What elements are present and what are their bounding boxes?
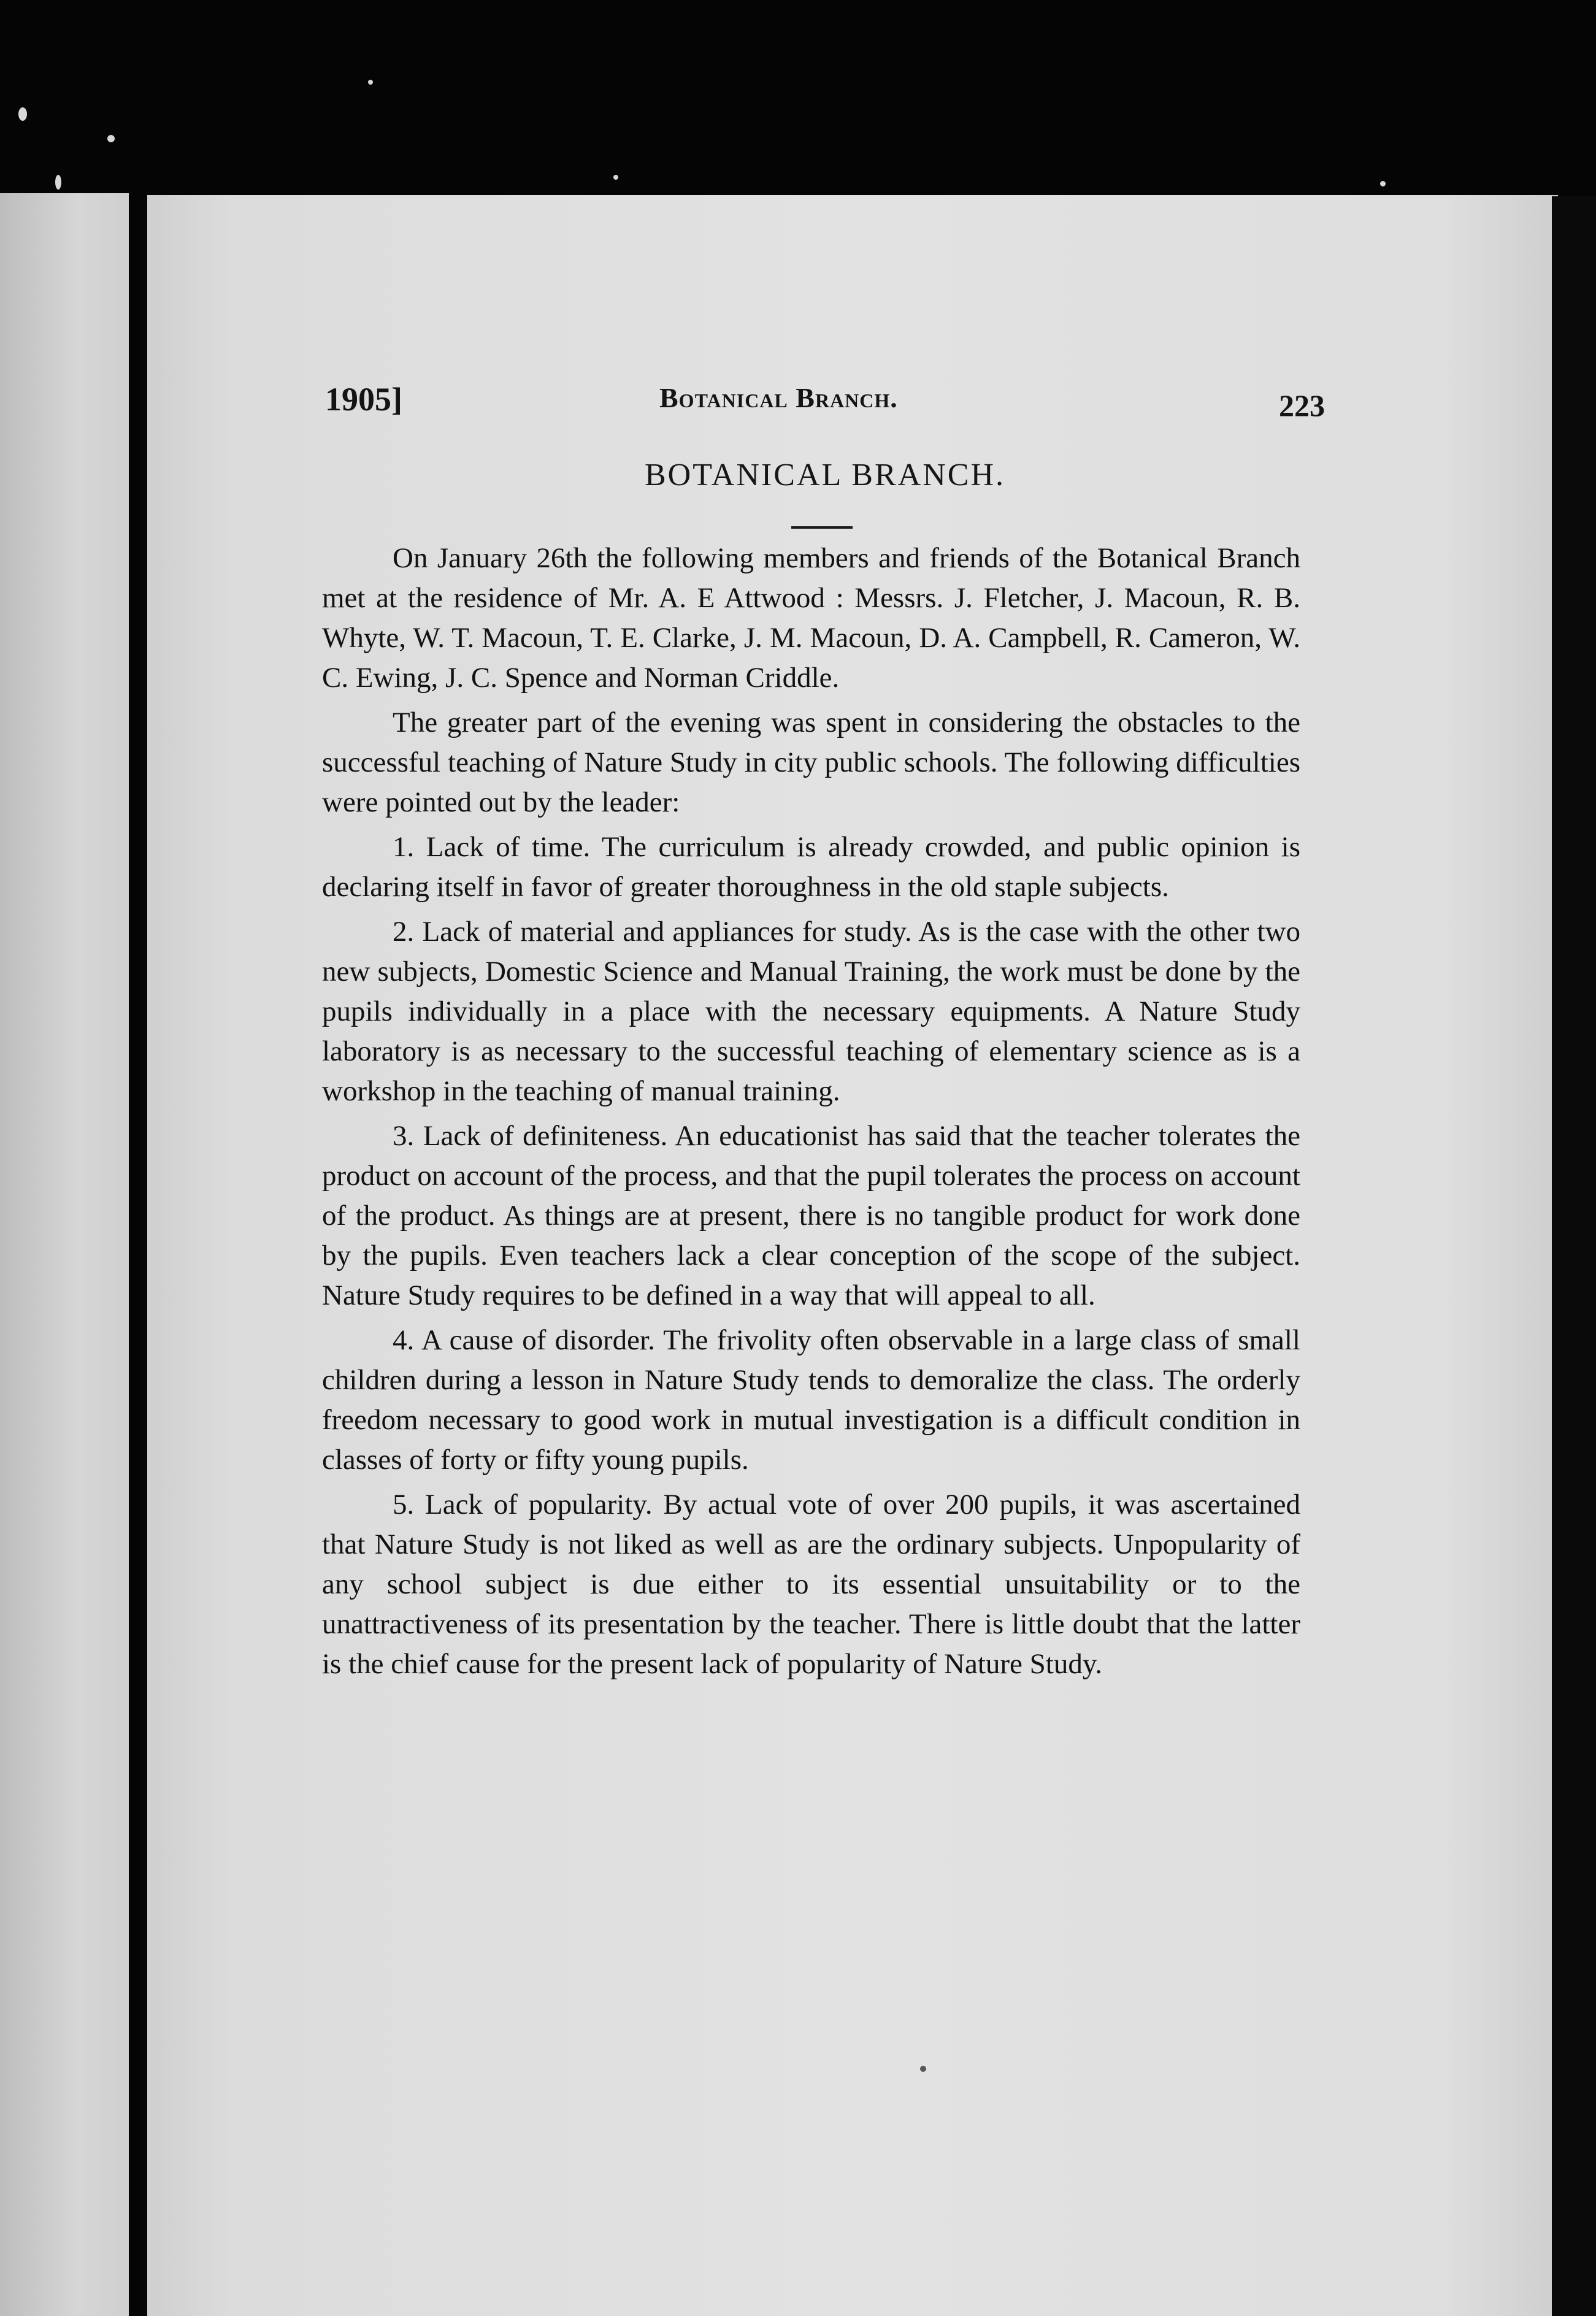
paragraph-intro: The greater part of the evening was spent in considering the obstacles to the successful teaching of Nature Study in city public schools. The following difficulties were pointed out by the leader: [322,707,1300,818]
paragraph-item-4: 4. A cause of disorder. The frivolity often observable in a large class of small children during a lesson in Nature Study tends to demoralize the class. The orderly freedom necessary to good work in mutual investigation is a difficult condition in classes of forty or fifty young pupils. [322,1324,1300,1476]
dust-speck [1380,181,1386,186]
ink-dot [920,2066,926,2072]
section-title: BOTANICAL BRANCH. [644,458,1006,493]
paragraph-item-1: 1. Lack of time. The curriculum is already crowded, and public opinion is declaring itself in favor of greater thoroughness in the old staple subjects. [322,831,1300,903]
paragraph-item-5: 5. Lack of popularity. By actual vote of over 200 pupils, it was ascertained that Nature Study is not liked as well as are the ordinary subjects. Unpopularity of any school subject is due either to its essential unsuitability or to the unattractiveness of its presentation by the teacher. There is little doubt that the latter is the chief cause for the present lack of popularity of Nature Study. [322,1489,1300,1680]
dust-speck [368,80,373,85]
paragraph-item-3: 3. Lack of definiteness. An educationist has said that the teacher tolerates the product on account of the process, and that the pupil tolerates the process on account of the product. As things are at present, there is no tangible product for work done by the pupils. Even teachers lack a clear conception of the scope of the subject. Nature Study requires to be defined in a way that will appeal to all. [322,1120,1300,1311]
dust-speck [107,135,115,142]
facing-page-edge [0,193,129,2316]
running-head-title: Botanical Branch. [659,382,898,413]
running-head-year: 1905] [325,381,402,418]
book-gutter [129,184,147,2316]
page-right-edge [1552,196,1596,2316]
dust-speck [18,107,27,121]
dark-background [0,0,1596,202]
running-head [325,380,1325,435]
paragraph-attendees: On January 26th the following members and friends of the Botanical Branch met at the residence of Mr. A. E Attwood : Messrs. J. Fletcher, J. Macoun, R. B. Whyte, W. T. Macoun, T. E. Clarke, J. M. Macoun, D. A. Campbell, R. Cameron, W. C. Ewing, J. C. Spence and Norman Criddle. [322,542,1300,694]
body-text [322,539,1300,1689]
dust-speck [613,175,618,180]
page-number: 223 [1279,388,1325,423]
title-rule [791,526,853,529]
paragraph-item-2: 2. Lack of material and appliances for study. As is the case with the other two new subjects, Domestic Science and Manual Training, the work must be done by the pupils individually in a place with the necessary equipments. A Nature Study laboratory is as necessary to the successful teaching of elementary science as is a workshop in the teaching of manual training. [322,916,1300,1107]
dust-speck [55,175,61,190]
